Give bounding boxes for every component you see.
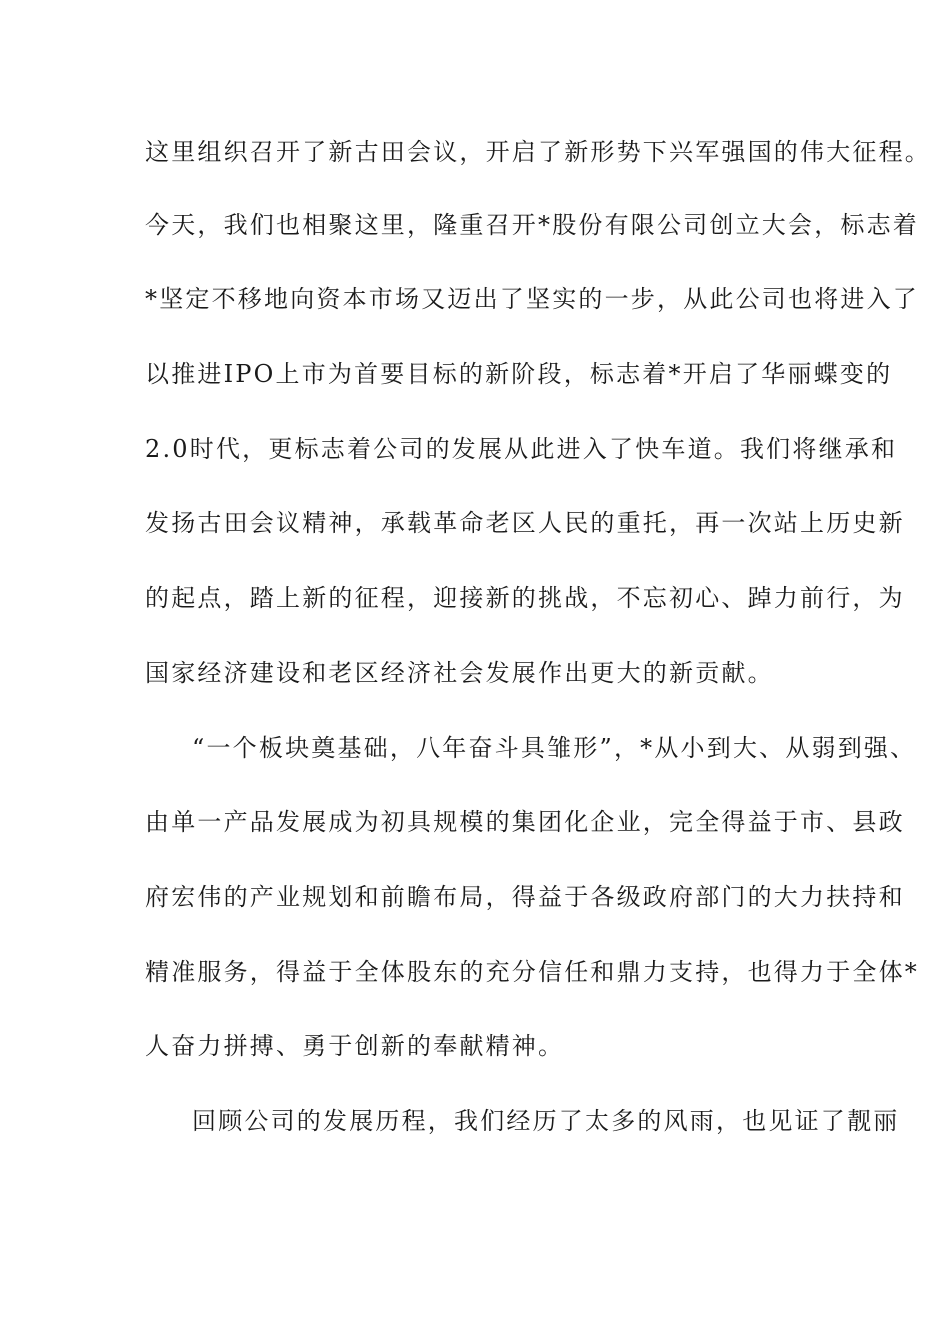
text-line: 这里组织召开了新古田会议，开启了新形势下兴军强国的伟大征程。: [145, 138, 931, 166]
text-line: 2.0时代，更标志着公司的发展从此进入了快车道。我们将继承和: [145, 435, 898, 463]
text-line: 以推进IPO上市为首要目标的新阶段，标志着*开启了华丽蝶变的: [145, 360, 893, 388]
text-line: 国家经济建设和老区经济社会发展作出更大的新贡献。: [145, 659, 774, 687]
text-line: 由单一产品发展成为初具规模的集团化企业，完全得益于市、县政: [145, 808, 905, 836]
text-line: 发扬古田会议精神，承载革命老区人民的重托，再一次站上历史新: [145, 509, 905, 537]
text-line: 今天，我们也相聚这里，隆重召开*股份有限公司创立大会，标志着: [145, 211, 919, 239]
text-line: 的起点，踏上新的征程，迎接新的挑战，不忘初心、踔力前行，为: [145, 584, 905, 612]
text-line: 精准服务，得益于全体股东的充分信任和鼎力支持，也得力于全体*: [145, 958, 919, 986]
text-line: *坚定不移地向资本市场又迈出了坚实的一步，从此公司也将进入了: [145, 285, 919, 313]
text-line: 人奋力拼搏、勇于创新的奉献精神。: [145, 1032, 565, 1060]
paragraph-start-line: 回顾公司的发展历程，我们经历了太多的风雨，也见证了靓丽: [192, 1107, 900, 1135]
paragraph-start-line: “一个板块奠基础，八年奋斗具雏形”，*从小到大、从弱到强、: [192, 734, 917, 762]
text-line: 府宏伟的产业规划和前瞻布局，得益于各级政府部门的大力扶持和: [145, 883, 905, 911]
